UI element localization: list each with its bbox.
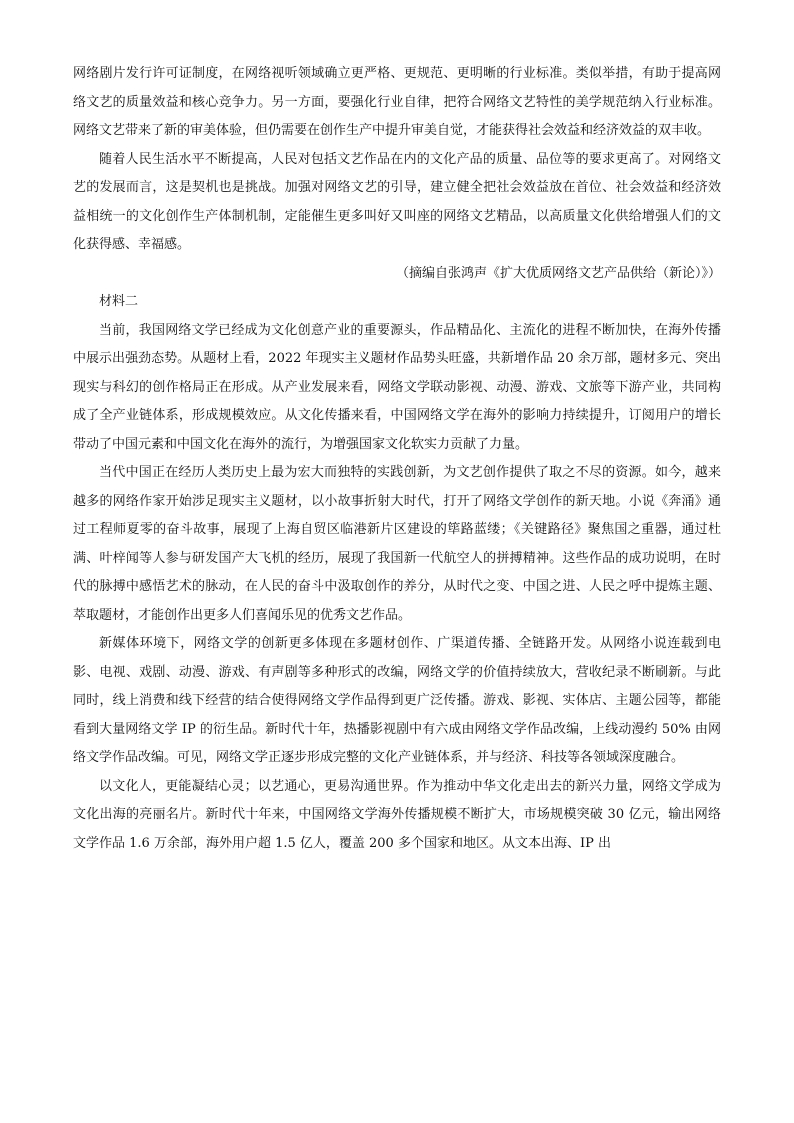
paragraph: 以文化人，更能凝结心灵；以艺通心，更易沟通世界。作为推动中华文化走出去的新兴力量，网络文学成为文化出海的亮丽名片。新时代十年来，中国网络文学海外传播规模不断扩大，市场规模突破 30 亿元，输出网络文学作品 1.6 万余部，海外用户超 1.5 亿人，覆盖 200 多个国家和地区。从文本出海、IP 出 bbox=[73, 778, 721, 851]
paragraph: 网络剧片发行许可证制度，在网络视听领域确立更严格、更规范、更明晰的行业标准。类似举措，有助于提高网络文艺的质量效益和核心竞争力。另一方面，要强化行业自律，把符合网络文艺特性的美学规范纳入行业标准。网络文艺带来了新的审美体验，但仍需要在创作生产中提升审美自觉，才能获得社会效益和经济效益的双丰收。 bbox=[73, 66, 721, 138]
paragraph: 当前，我国网络文学已经成为文化创意产业的重要源头，作品精品化、主流化的进程不断加快，在海外传播中展示出强劲态势。从题材上看，2022 年现实主义题材作品势头旺盛，共新增作品 20 余万部，题材多元、突出现实与科幻的创作格局正在形成。从产业发展来看，网络文学联动影视、动漫、游戏、文旅等下游产业，共同构成了全产业链体系，形成规模效应。从文化传播来看，中国网络文学在海外的影响力持续提升，订阅用户的增长带动了中国元素和中国文化在海外的流行，为增强国家文化软实力贡献了力量。 bbox=[73, 322, 721, 452]
paragraph: 当代中国正在经历人类历史上最为宏大而独特的实践创新，为文艺创作提供了取之不尽的资源。如今，越来越多的网络作家开始涉足现实主义题材，以小故事折射大时代，打开了网络文学创作的新天地。小说《奔涌》通过工程师夏零的奋斗故事，展现了上海自贸区临港新片区建设的筚路蓝缕；《关键路径》聚焦国之重器，通过杜满、叶梓闻等人参与研发国产大飞机的经历，展现了我国新一代航空人的拼搏精神。这些作品的成功说明，在时代的脉搏中感悟艺术的脉动，在人民的奋斗中汲取创作的养分，从时代之变、中国之进、人民之呼中提炼主题、萃取题材，才能创作出更多人们喜闻乐见的优秀文艺作品。 bbox=[73, 465, 721, 623]
document-page bbox=[73, 60, 721, 858]
section-heading: 材料二 bbox=[99, 294, 139, 309]
source-citation: （摘编自张鸿声《扩大优质网络文艺产品供给（新论）》） bbox=[395, 265, 721, 281]
paragraph: 随着人民生活水平不断提高，人民对包括文艺作品在内的文化产品的质量、品位等的要求更高了。对网络文艺的发展而言，这是契机也是挑战。加强对网络文艺的引导，建立健全把社会效益放在首位、社会效益和经济效益相统一的文化创作生产体制机制，定能催生更多叫好又叫座的网络文艺精品，以高质量文化供给增强人们的文化获得感、幸福感。 bbox=[73, 151, 721, 252]
paragraph: 新媒体环境下，网络文学的创新更多体现在多题材创作、广渠道传播、全链路开发。从网络小说连载到电影、电视、戏剧、动漫、游戏、有声剧等多种形式的改编，网络文学的价值持续放大，营收纪录不断刷新。与此同时，线上消费和线下经营的结合使得网络文学作品得到更广泛传播。游戏、影视、实体店、主题公园等，都能看到大量网络文学 IP 的衍生品。新时代十年，热播影视剧中有六成由网络文学作品改编，上线动漫约 50% 由网络文学作品改编。可见，网络文学正逐步形成完整的文化产业链体系，并与经济、科技等各领域深度融合。 bbox=[73, 636, 721, 765]
